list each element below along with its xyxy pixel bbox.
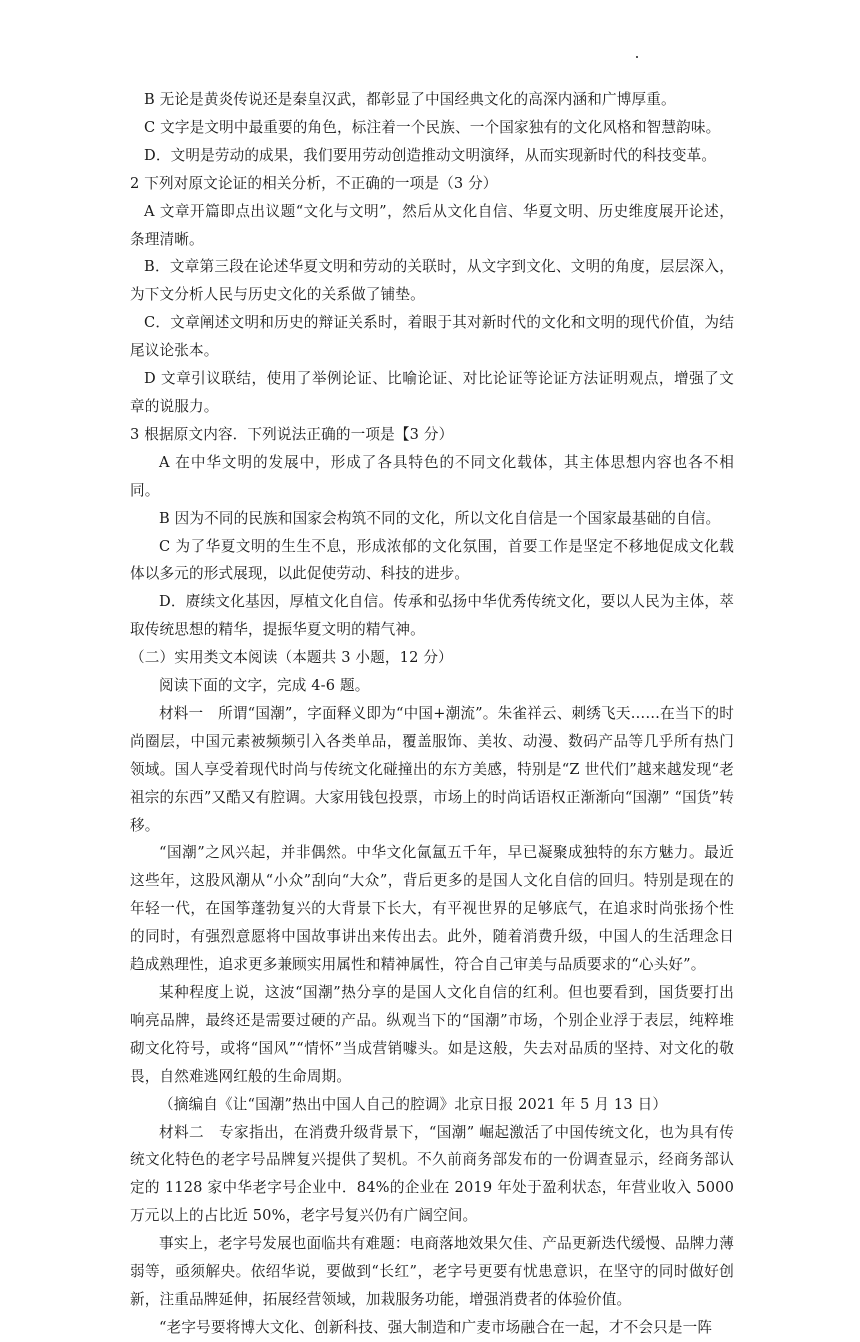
paragraph-q1-c: C 文字是文明中最重要的角色，标注着一个民族、一个国家独有的文化风格和智慧韵味。	[144, 118, 721, 136]
paragraph-q3-d: D．赓续文化基因，厚植文化自信。传承和弘扬中华优秀传统文化，要以人民为主体，萃取传统思想的精华，提振华夏文明的精气神。	[130, 593, 734, 639]
paragraph-q2-b: B．文章第三段在论述华夏文明和劳动的关联时，从文字到文化、文明的角度，层层深入，为下文分析人民与历史文化的关系做了铺垫。	[130, 258, 734, 304]
document-body	[130, 86, 734, 1342]
paragraph-q3-stem: 3 根据原文内容．下列说法正确的一项是【3 分）	[130, 425, 454, 443]
paragraph-q3-a: A 在中华文明的发展中，形成了各具特色的不同文化载体，其主体思想内容也各不相同。	[130, 453, 734, 499]
paragraph-sec2-title: （二）实用类文本阅读（本题共 3 小题，12 分）	[130, 649, 453, 667]
paragraph-sec2-instr: 阅读下面的文字，完成 4-6 题。	[159, 677, 370, 695]
paragraph-m2-p1: 材料二 专家指出，在消费升级背景下，“国潮” 崛起激活了中国传统文化，也为具有传统文化特色的老字号品牌复兴提供了契机。不久前商务部发布的一份调查显示，经商务部认定的 1128 家中华老字号企业中．84%的企业在 2019 年处于盈利状态，年营业收入 5000 万元以上的占比近 50%，老字号复兴仍有广阔空间。	[130, 1123, 734, 1225]
paragraph-q2-d: D 文章引议联结，使用了举例论证、比喻论证、对比论证等论证方法证明观点，增强了文章的说服力。	[130, 370, 734, 415]
paragraph-q2-a: A 文章开篇即点出议题“文化与文明”，然后从文化自信、华夏文明、历史维度展开论述，条理清晰。	[130, 202, 734, 248]
paragraph-m1-p2: “国潮”之风兴起，并非偶然。中华文化氤氲五千年，早已凝聚成独特的东方魅力。最近这些年，这股风潮从“小众”刮向“大众”，背后更多的是国人文化自信的回归。特别是现在的年轻一代，在国筝蓬勃复兴的大背景下长大，有平视世界的足够底气，在追求时尚张扬个性的同时，有强烈意愿将中国故事讲出来传出去。此外，随着消费升级，中国人的生活理念日趋成熟理性，追求更多兼顾实用属性和精神属性，符合自己审美与品质要求的“心头好”。	[130, 844, 734, 974]
paragraph-m1-p3: 某种程度上说，这波“国潮”热分享的是国人文化自信的红利。但也要看到，国货要打出响亮品牌，最终还是需要过硬的产品。纵观当下的“国潮”市场，个别企业浮于表层，纯粹堆砌文化符号，或将“国风”“情怀”当成营销噱头。如是这般，失去对品质的坚持、对文化的敬畏，自然难逃网红般的生命周期。	[130, 984, 734, 1085]
paragraph-q2-stem: 2 下列对原文论证的相关分析，不正确的一项是（3 分）	[130, 174, 498, 192]
paragraph-m1-p1: 材料一 所谓“国潮”，字面释义即为“中国+潮流”。朱雀祥云、刺绣飞天……在当下的时尚圈层，中国元素被频频引入各类单品，覆盖服饰、美妆、动漫、数码产品等几乎所有热门领域。国人享受着现代时尚与传统文化碰撞出的东方美感，特别是“Z 世代们”越来越发现“老祖宗的东西”又酷又有腔调。大家用钱包投票，市场上的时尚话语权正渐渐向“国潮” “国货”转移。	[130, 704, 734, 834]
paragraph-q3-b: B 因为不同的民族和国家会构筑不同的文化，所以文化自信是一个国家最基础的自信。	[159, 509, 721, 527]
top-dot-mark	[636, 56, 638, 58]
paragraph-m2-p3: “老字号要将博大文化、创新科技、强大制造和广麦市场融合在一起，才不会只是一阵	[159, 1318, 713, 1336]
paragraph-m1-source: （摘编自《让“国潮”热出中国人自己的腔调》北京日报 2021 年 5 月 13 日）	[159, 1095, 668, 1113]
paragraph-m2-p2: 事实上，老字号发展也面临共有难题：电商落地效果欠佳、产品更新迭代缓慢、品牌力薄弱等，亟须解央。依绍华说，要做到“长红”，老字号更要有忧患意识，在坚守的同时做好创新，注重品牌延伸，拓展经营领域，加栽服务功能，增强消费者的体验价值。	[130, 1235, 735, 1308]
paragraph-q2-c: C．文章阐述文明和历史的辩证关系时，着眼于其对新时代的文化和文明的现代价值，为结尾议论张本。	[130, 314, 734, 360]
paragraph-q3-c: C 为了华夏文明的生生不息，形成浓郁的文化氛围，首要工作是坚定不移地促成文化载体以多元的形式展现，以此促使劳动、科技的进步。	[130, 537, 734, 583]
paragraph-q1-b: B 无论是黄炎传说还是秦皇汉武，都彰显了中国经典文化的高深内涵和广博厚重。	[144, 91, 676, 108]
paragraph-q1-d: D．文明是劳动的成果，我们要用劳动创造推动文明演绎，从而实现新时代的科技变革。	[144, 146, 717, 164]
